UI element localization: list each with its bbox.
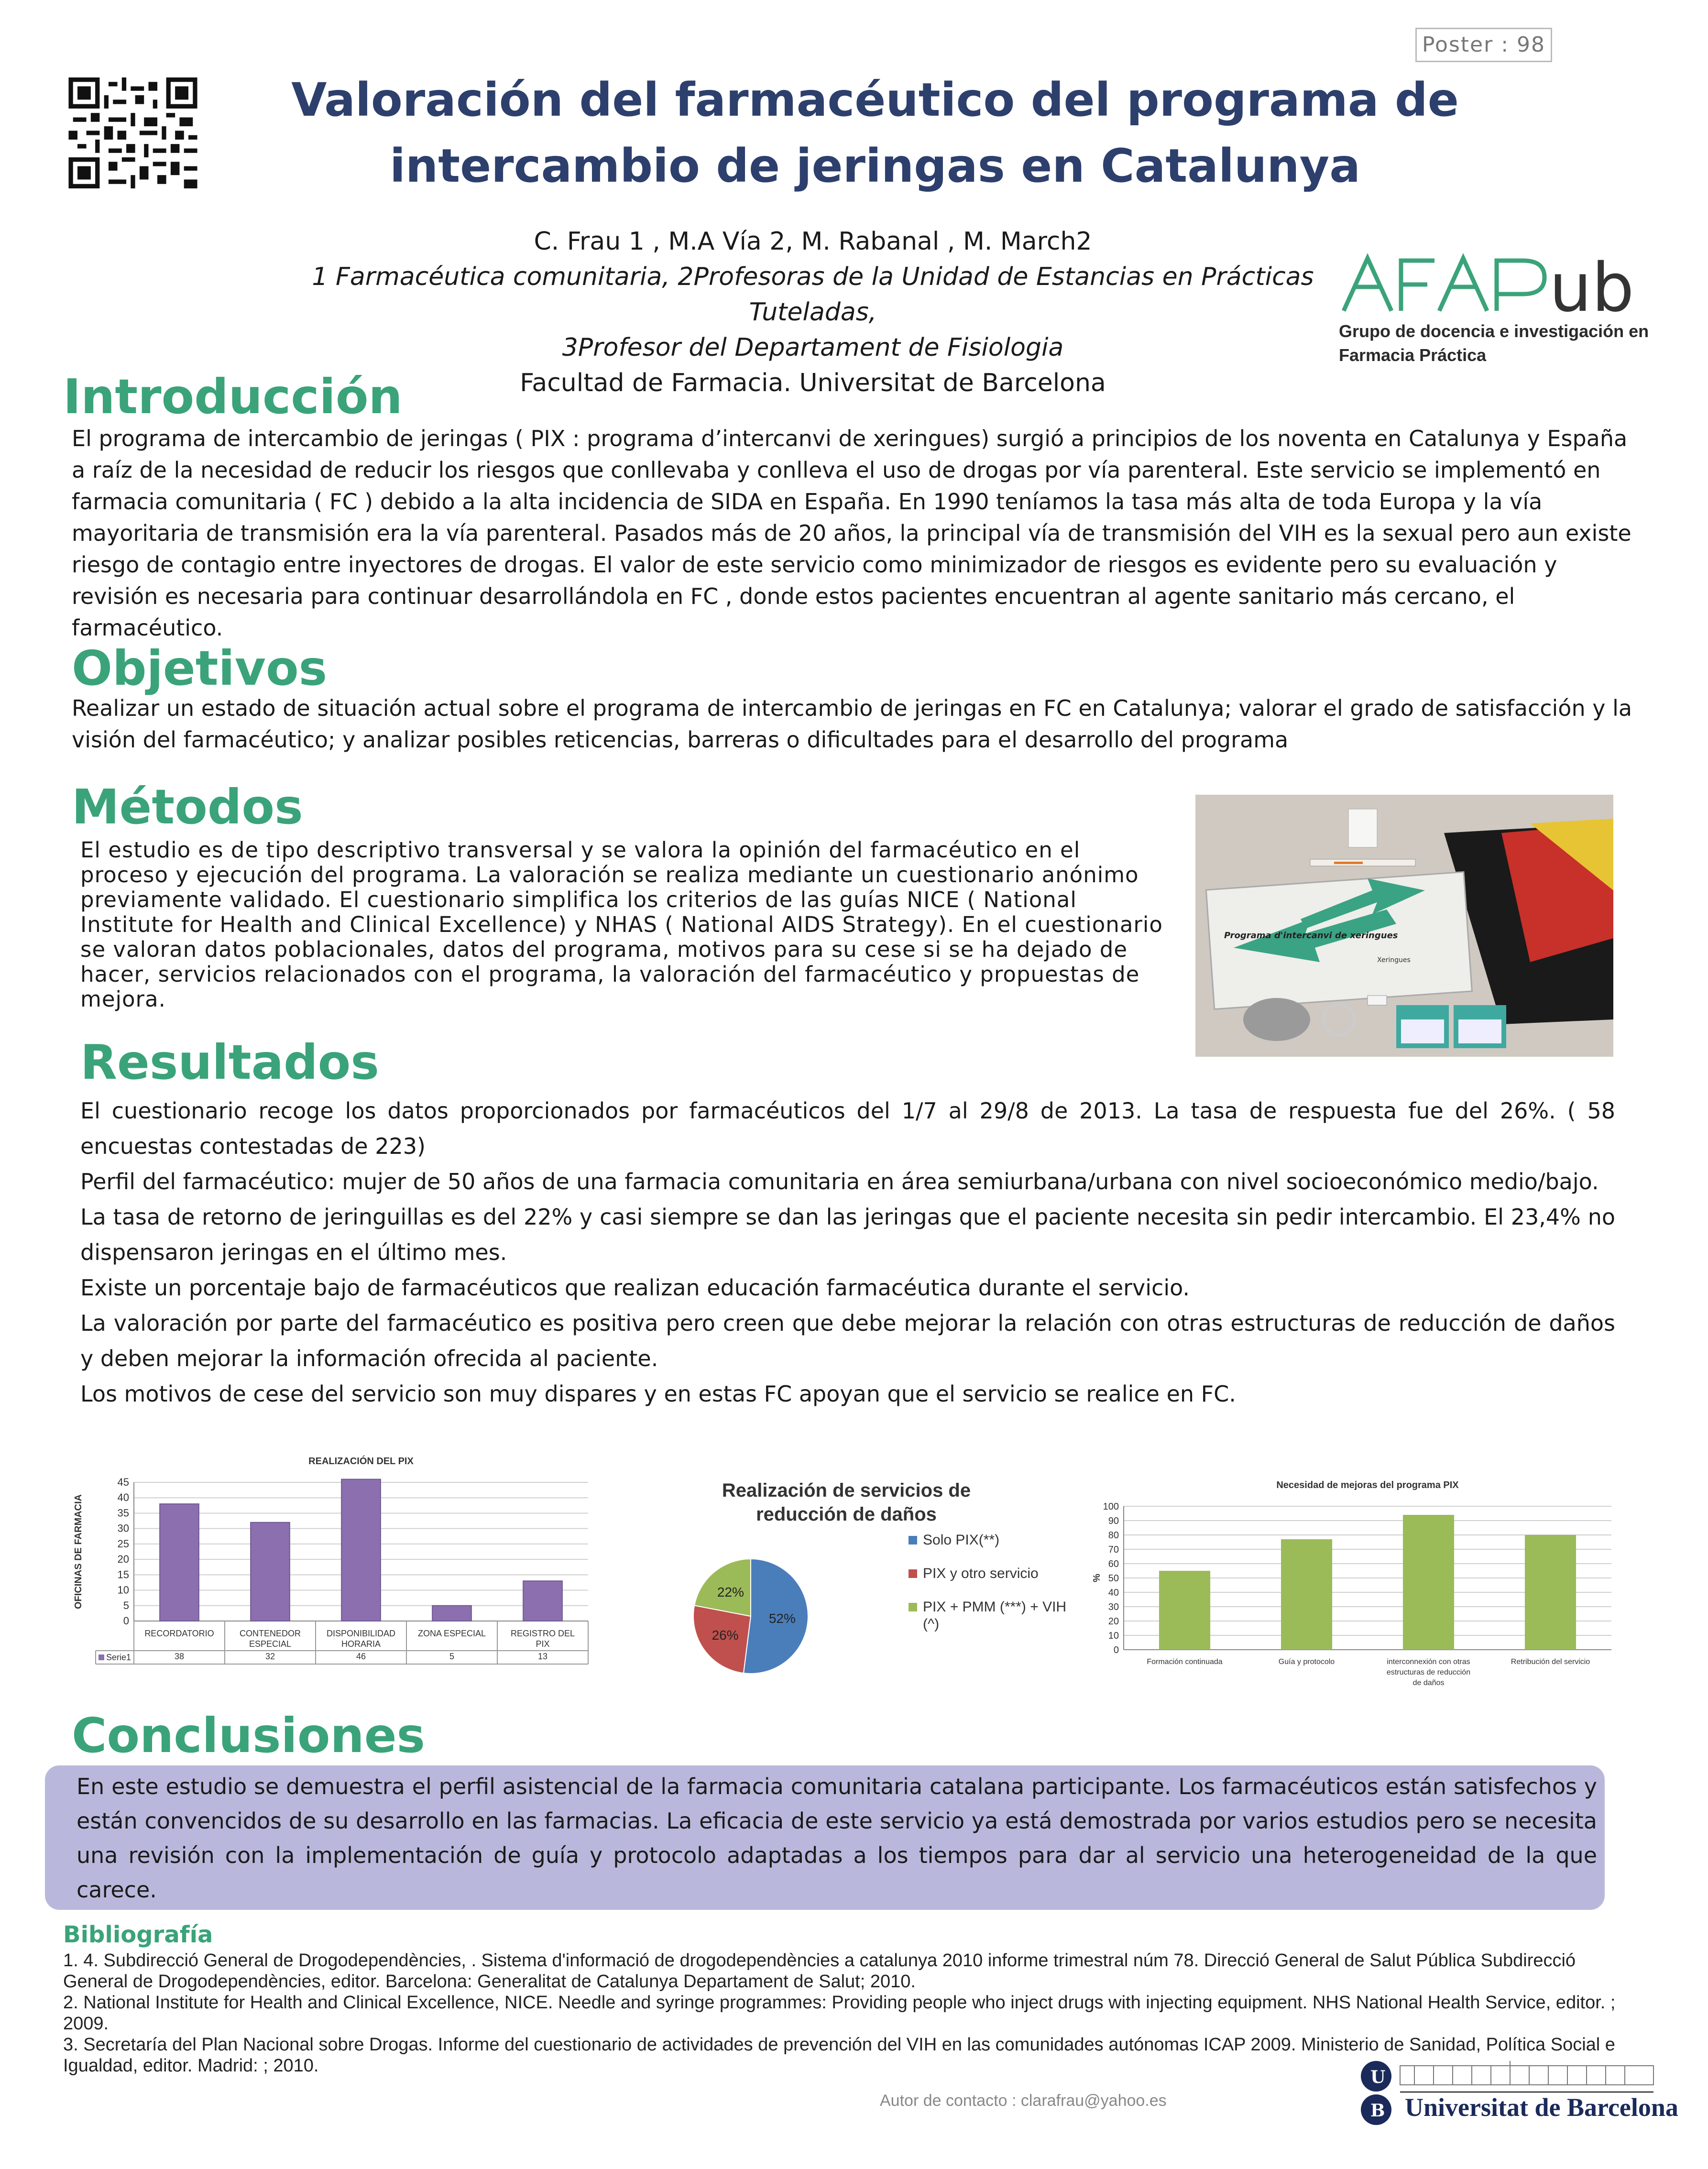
author-names: C. Frau 1 , M.A Vía 2, M. Rabanal , M. March2 bbox=[534, 227, 1092, 256]
logo-group-text bbox=[1339, 319, 1674, 367]
results-heading: Resultados bbox=[80, 1034, 379, 1090]
data-table-value: 5 bbox=[449, 1652, 455, 1661]
bar bbox=[251, 1523, 290, 1621]
results-paragraph: Existe un porcentaje bajo de farmacéuticos que realizan educación farmacéutica durante el servicio. bbox=[80, 1275, 1190, 1301]
results-paragraph: La tasa de retorno de jeringuillas es del 22% y casi siempre se dan las jeringas que el paciente necesita sin pedir intercambio. El 23,4% no dispensaron jeringas en el último mes. bbox=[80, 1204, 1615, 1265]
pie-data-label: 22% bbox=[717, 1585, 744, 1600]
author-block bbox=[287, 224, 1339, 401]
logo-line-2: Farmacia Práctica bbox=[1339, 345, 1487, 365]
bar bbox=[341, 1479, 381, 1621]
x-tick-label: REGISTRO DEL bbox=[510, 1629, 575, 1638]
objectives-heading: Objetivos bbox=[72, 640, 328, 696]
y-tick-label: 70 bbox=[1108, 1545, 1119, 1555]
y-tick-label: 0 bbox=[1113, 1645, 1119, 1655]
legend-label: Solo PIX(**) bbox=[923, 1532, 1000, 1548]
x-tick-label: PIX bbox=[536, 1639, 550, 1649]
legend-swatch bbox=[99, 1654, 104, 1660]
logo-line-1: Grupo de docencia e investigación en bbox=[1339, 321, 1649, 341]
bar bbox=[432, 1606, 471, 1621]
x-tick-label: Formación continuada bbox=[1147, 1658, 1223, 1666]
y-tick-label: 20 bbox=[117, 1553, 129, 1566]
contact-label: Autor de contacto : bbox=[880, 2092, 1017, 2110]
x-tick-label: ZONA ESPECIAL bbox=[417, 1629, 486, 1638]
data-table-value: 13 bbox=[537, 1652, 548, 1661]
results-paragraph: Perfil del farmacéutico: mujer de 50 años de una farmacia comunitaria en área semiurbana/urbana con nivel socioeconómico medio/bajo. bbox=[80, 1169, 1599, 1194]
logo-ub-mark: ub bbox=[1549, 249, 1634, 327]
poster-title: Valoración del farmacéutico del programa de intercambio de jeringas en Catalunya bbox=[291, 73, 1459, 193]
contact-email-link[interactable]: clarafrau@yahoo.es bbox=[1020, 2092, 1167, 2110]
y-tick-label: 10 bbox=[1108, 1631, 1119, 1641]
chart-realizacion-pix bbox=[57, 1444, 598, 1669]
y-tick-label: 40 bbox=[1108, 1588, 1119, 1598]
objectives-text: Realizar un estado de situación actual sobre el programa de intercambio de jeringas en FC en Catalunya; valorar el grado de satisfacción y la visión del farmacéutico; y analizar posibles reticencias, barreras o dificultades para el desarrollo del programa bbox=[72, 695, 1632, 753]
y-tick-label: 35 bbox=[117, 1507, 129, 1519]
bar bbox=[1159, 1571, 1210, 1650]
x-tick-label: Guía y protocolo bbox=[1278, 1658, 1335, 1666]
y-tick-label: 5 bbox=[123, 1599, 129, 1611]
bibliography-item: 1. 4. Subdirecció General de Drogodependències, . Sistema d'informació de drogodependències a catalunya 2010 informe trimestral núm 78. Direcció General de Salut Pública Subdirecció General de Drogodependències, editor. Barcelona: Generalitat de Catalunya Departament de Salut; 2010. bbox=[63, 1950, 1576, 1992]
y-tick-label: 45 bbox=[117, 1476, 129, 1488]
x-tick-label: ESPECIAL bbox=[249, 1639, 292, 1649]
syringe-kit-photo bbox=[1195, 795, 1613, 1057]
y-tick-label: 25 bbox=[117, 1537, 129, 1550]
data-table-value: 38 bbox=[174, 1652, 185, 1661]
x-tick-label: HORARIA bbox=[341, 1639, 381, 1649]
conclusions-heading: Conclusiones bbox=[72, 1708, 426, 1764]
results-text bbox=[80, 1093, 1615, 1412]
legend-swatch bbox=[909, 1603, 917, 1611]
legend-label: (^) bbox=[923, 1616, 940, 1632]
affiliation-1: 1 Farmacéutica comunitaria, 2Profesoras de la Unidad de Estancias en Prácticas Tuteladas, bbox=[312, 263, 1314, 327]
qr-code-icon[interactable] bbox=[68, 77, 198, 188]
pie-data-label: 26% bbox=[712, 1627, 739, 1643]
y-tick-label: 50 bbox=[1108, 1573, 1119, 1584]
poster-number: Poster : 98 bbox=[1415, 28, 1552, 62]
results-paragraph: La valoración por parte del farmacéutico es positiva pero creen que debe mejorar la relación con otras estructuras de reducción de daños y deben mejorar la información ofrecida al paciente. bbox=[80, 1310, 1615, 1371]
data-table-value: 46 bbox=[356, 1652, 366, 1661]
svg-text:B: B bbox=[1370, 2101, 1385, 2121]
bar bbox=[160, 1504, 199, 1621]
y-tick-label: 10 bbox=[117, 1584, 129, 1596]
photo-syringe-label: Xeringues bbox=[1377, 956, 1411, 964]
x-tick-label: DISPONIBILIDAD bbox=[326, 1629, 396, 1638]
methods-text: El estudio es de tipo descriptivo transversal y se valora la opinión del farmacéutico en el proceso y ejecución del programa. La valoración se realiza mediante un cuestionario anónimo previamente validado. El cuestionario simplifica los criterios de las guías NICE ( National Institute for Health and Clinical Excellence) y NHAS ( National AIDS Strategy). En el cuestionario se valoran datos poblacionales, datos del programa, motivos para su cese si se ha dejado de hacer, servicios relacionados con el programa, la valoración del farmacéutico y propuestas de mejora. bbox=[80, 837, 1163, 1012]
y-tick-label: 30 bbox=[117, 1522, 129, 1534]
chart-title: REALIZACIÓN DEL PIX bbox=[308, 1456, 414, 1467]
bar bbox=[523, 1581, 562, 1621]
y-tick-label: 30 bbox=[1108, 1602, 1119, 1612]
photo-program-label: Programa d'intercanvi de xeringues bbox=[1224, 931, 1398, 941]
results-paragraph: El cuestionario recoge los datos proporcionados por farmacéuticos del 1/7 al 29/8 de 2013. La tasa de respuesta fue del 26%. ( 58 encuestas contestadas de 223) bbox=[80, 1098, 1615, 1159]
bar bbox=[1281, 1539, 1332, 1650]
contact-line bbox=[880, 2092, 1167, 2110]
legend-label: PIX y otro servicio bbox=[923, 1566, 1039, 1581]
svg-text:U: U bbox=[1370, 2067, 1386, 2087]
bar bbox=[1403, 1515, 1454, 1650]
chart-title: Necesidad de mejoras del programa PIX bbox=[1276, 1480, 1459, 1490]
intro-text: El programa de intercambio de jeringas ( PIX : programa d’intercanvi de xeringues) surgió a principios de los noventa en Catalunya y España a raíz de la necesidad de reducir los riesgos que conllevaba y conlleva el uso de drogas por vía parenteral. Este servicio se implementó en farmacia comunitaria ( FC ) debido a la alta incidencia de SIDA en España. En 1990 teníamos la tasa más alta de toda Europa y la vía mayoritaria de transmisión era la vía parenteral. Pasados más de 20 años, la principal vía de transmisión del VIH es la sexual pero aun existe riesgo de contagio entre inyectores de drogas. El valor de este servicio como minimizador de riesgos es evidente pero su evaluación y revisión es necesaria para continuar desarrollándola en FC , donde estos pacientes encuentran al agente sanitario más cercano, el farmacéutico. bbox=[72, 426, 1631, 641]
y-tick-label: 90 bbox=[1108, 1516, 1119, 1526]
affiliation-3: Facultad de Farmacia. Universitat de Barcelona bbox=[520, 369, 1106, 397]
legend-label: PIX + PMM (***) + VIH bbox=[923, 1599, 1067, 1615]
y-tick-label: 15 bbox=[117, 1568, 129, 1581]
y-tick-label: 60 bbox=[1108, 1559, 1119, 1569]
conclusions-text: En este estudio se demuestra el perfil asistencial de la farmacia comunitaria catalana participante. Los farmacéuticos están satisfechos y están convencidos de su desarrollo en las farmacias. La eficacia de este servicio ya está demostrada por varios estudios pero se necesita una revisión con la implementación de guía y protocolo adaptadas a los tiempos para dar al servicio una heterogeneidad de la que carece. bbox=[77, 1774, 1597, 1903]
data-table-value: 32 bbox=[265, 1652, 275, 1661]
legend-swatch bbox=[909, 1569, 917, 1578]
intro-heading: Introducción bbox=[63, 369, 403, 425]
y-axis-label: OFICINAS DE FARMACIA bbox=[73, 1494, 84, 1609]
university-name: Universitat de Barcelona bbox=[1405, 2093, 1678, 2122]
results-paragraph: Los motivos de cese del servicio son muy dispares y en estas FC apoyan que el servicio se realice en FC. bbox=[80, 1381, 1236, 1407]
bar bbox=[1525, 1535, 1576, 1650]
x-tick-label: RECORDATORIO bbox=[144, 1629, 214, 1638]
x-tick-label: de daños bbox=[1412, 1679, 1445, 1687]
legend-swatch bbox=[909, 1536, 917, 1545]
y-axis-label: % bbox=[1092, 1574, 1102, 1582]
bibliography-item: 3. Secretaría del Plan Nacional sobre Drogas. Informe del cuestionario de actividades de prevención del VIH en las comunidades autónomas ICAP 2009. Ministerio de Sanidad, Política Social e Igualdad, editor. Madrid: ; 2010. bbox=[63, 2035, 1615, 2076]
y-tick-label: 80 bbox=[1108, 1530, 1119, 1541]
methods-heading: Métodos bbox=[72, 779, 303, 835]
y-tick-label: 40 bbox=[117, 1491, 129, 1504]
y-tick-label: 20 bbox=[1108, 1616, 1119, 1627]
y-tick-label: 100 bbox=[1103, 1501, 1119, 1512]
x-tick-label: Retribución del servicio bbox=[1511, 1658, 1590, 1666]
bibliography-item: 2. National Institute for Health and Clinical Excellence, NICE. Needle and syringe programmes: Providing people who inject drugs with injecting equipment. NHS National Health Service, editor. ; 2009. bbox=[63, 1993, 1616, 2034]
legend-label: Serie1 bbox=[106, 1653, 131, 1662]
y-tick-label: 0 bbox=[123, 1615, 129, 1627]
x-tick-label: CONTENEDOR bbox=[239, 1629, 301, 1638]
x-tick-label: estructuras de reducción bbox=[1386, 1668, 1471, 1676]
affiliation-2: 3Profesor del Departament de Fisiologia bbox=[562, 333, 1064, 362]
pie-data-label: 52% bbox=[768, 1611, 796, 1626]
bibliography-heading: Bibliografía bbox=[63, 1921, 213, 1948]
chart-title: Realización de servicios de bbox=[722, 1480, 971, 1501]
chart-necesidad-mejoras bbox=[1081, 1473, 1626, 1702]
x-tick-label: interconnexión con otras bbox=[1387, 1658, 1470, 1666]
chart-title: reducción de daños bbox=[756, 1504, 937, 1525]
chart-reduccion-danos bbox=[636, 1478, 1105, 1688]
